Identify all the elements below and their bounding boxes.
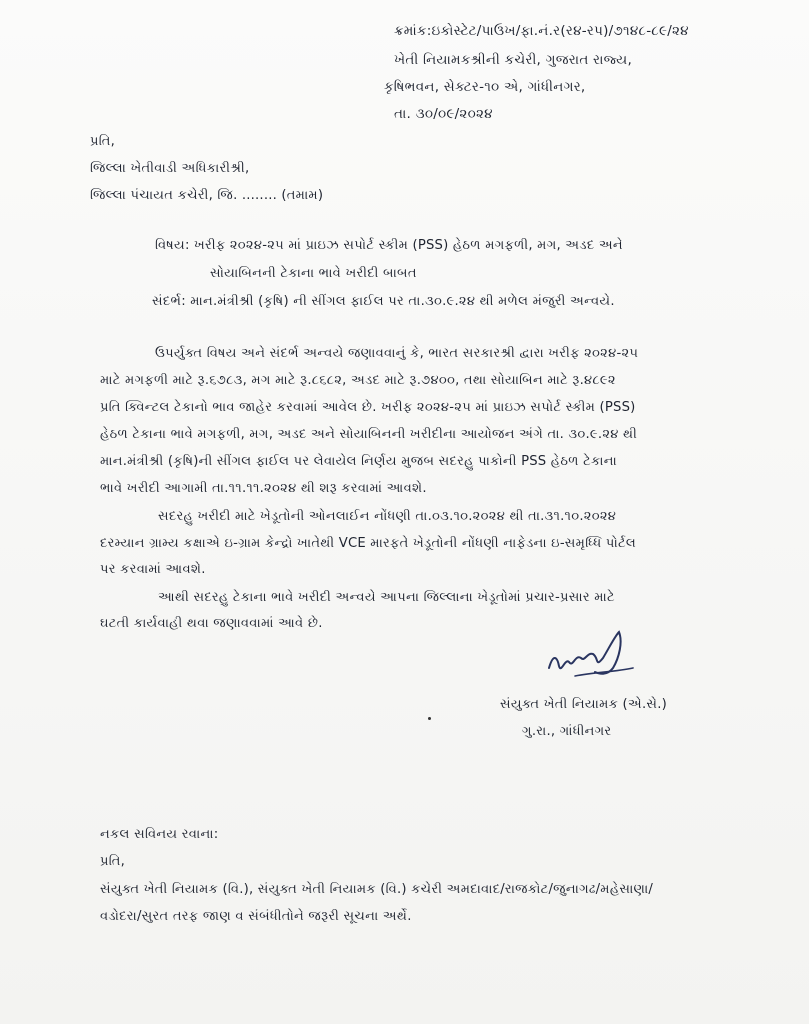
recipient-prati: પ્રતિ, bbox=[90, 134, 116, 149]
office-name: ખેતી નિયામકશ્રીની કચેરી, ગુજરાત રાજ્ય, bbox=[394, 52, 632, 68]
body-p1-line-5: માન.મંત્રીશ્રી (કૃષિ)ની સીંગલ ફાઈલ પર લેવાયેલ નિર્ણય મુજબ સદરહુ પાકોની PSS હેઠળ ટેકાના bbox=[100, 454, 617, 469]
copy-line-1: સંયુક્ત ખેતી નિયામક (વિ.), સંયુક્ત ખેતી નિયામક (વિ.) કચેરી અમદાવાદ/રાજકોટ/જુનાગઢ/મહેસાણા/ bbox=[100, 882, 654, 897]
reference-line: સંદર્ભ: માન.મંત્રીશ્રી (કૃષિ) ની સીંગલ ફાઈલ પર તા.૩૦.૯.૨૪ થી મળેલ મંજુરી અન્વયે. bbox=[152, 294, 615, 309]
body-p1-line-1: ઉપર્યુક્ત વિષય અને સંદર્ભ અન્વયે જણાવવાનું કે, ભારત સરકારશ્રી દ્વારા ખરીફ ૨૦૨૪-૨૫ bbox=[155, 346, 639, 361]
signature-mark bbox=[545, 628, 635, 684]
body-p1-line-6: ભાવે ખરીદી આગામી તા.૧૧.૧૧.૨૦૨૪ થી શરૂ કરવામાં આવશે. bbox=[100, 481, 427, 496]
stray-dot bbox=[428, 717, 431, 720]
recipient-line-1: જિલ્લા ખેતીવાડી અધિકારીશ્રી, bbox=[90, 161, 250, 176]
subject-line-2: સોયાબિનની ટેકાના ભાવે ખરીદી બાબત bbox=[210, 266, 417, 281]
subject-line-1: વિષય: ખરીફ ૨૦૨૪-૨૫ માં પ્રાઇઝ સપોર્ટ સ્કીમ (PSS) હેઠળ મગફળી, મગ, અડદ અને bbox=[155, 238, 623, 253]
reference-number: ક્રમાંક:ઇકોસ્ટેટ/પાઉખ/ફા.નં.ર(ર૪-રપ)/૭૧૪૮-૮૯/૨૪ bbox=[394, 23, 689, 39]
copy-heading: નકલ સવિનય રવાના: bbox=[100, 827, 219, 842]
body-p1-line-4: હેઠળ ટેકાના ભાવે મગફળી, મગ, અડદ અને સોયાબિનની ખરીદીના આયોજન અંગે તા. ૩૦.૯.૨૪ થી bbox=[100, 427, 638, 442]
recipient-line-2: જિલ્લા પંચાયત કચેરી, જિ. ........ (તમામ) bbox=[90, 188, 324, 203]
body-p1-line-3: પ્રતિ ક્વિન્ટલ ટેકાનો ભાવ જાહેર કરવામાં આવેલ છે. ખરીફ ૨૦૨૪-૨૫ માં પ્રાઇઝ સપોર્ટ સ્કીમ (PSS) bbox=[100, 400, 636, 415]
body-p1-line-2: માટે મગફળી માટે રૂ.૬૭૮૩, મગ માટે રૂ.૮૬૮૨, અડદ માટે રૂ.૭૪૦૦, તથા સોયાબિન માટે રૂ.૪૮૯૨ bbox=[100, 373, 616, 388]
copy-line-2: વડોદરા/સુરત તરફ જાણ વ સંબંધીતોને જરૂરી સૂચના અર્થે. bbox=[100, 909, 412, 924]
copy-prati: પ્રતિ, bbox=[100, 854, 126, 869]
body-p2-line-3: પર કરવામાં આવશે. bbox=[100, 562, 206, 577]
office-address: કૃષિભવન, સેક્ટર-૧૦ એ, ગાંધીનગર, bbox=[384, 79, 586, 95]
body-p2-line-2: દરમ્યાન ગ્રામ્ય કક્ષાએ ઇ-ગ્રામ કેન્દ્રો ખાતેથી VCE મારફતે ખેડૂતોની નોંધણી નાફેડના ઇ-સમૃધ્ધિ પોર્ટલ bbox=[100, 536, 637, 551]
body-p3-line-1: આથી સદરહુ ટેકાના ભાવે ખરીદી અન્વયે આપના જિલ્લાના ખેડૂતોમાં પ્રચાર-પ્રસાર માટે bbox=[158, 590, 615, 605]
letter-date: તા. ૩૦/૦૯/૨૦૨૪ bbox=[394, 106, 493, 122]
body-p2-line-1: સદરહુ ખરીદી માટે ખેડૂતોની ઓનલાઈન નોંધણી તા.૦૩.૧૦.૨૦૨૪ થી તા.૩૧.૧૦.૨૦૨૪ bbox=[158, 509, 617, 524]
signatory-title: સંયુક્ત ખેતી નિયામક (એ.સે.) bbox=[500, 697, 667, 712]
body-p3-line-2: ઘટતી કાર્યવાહી થવા જણાવવામાં આવે છે. bbox=[100, 616, 323, 631]
signatory-place: ગુ.રા., ગાંધીનગર bbox=[522, 724, 612, 739]
